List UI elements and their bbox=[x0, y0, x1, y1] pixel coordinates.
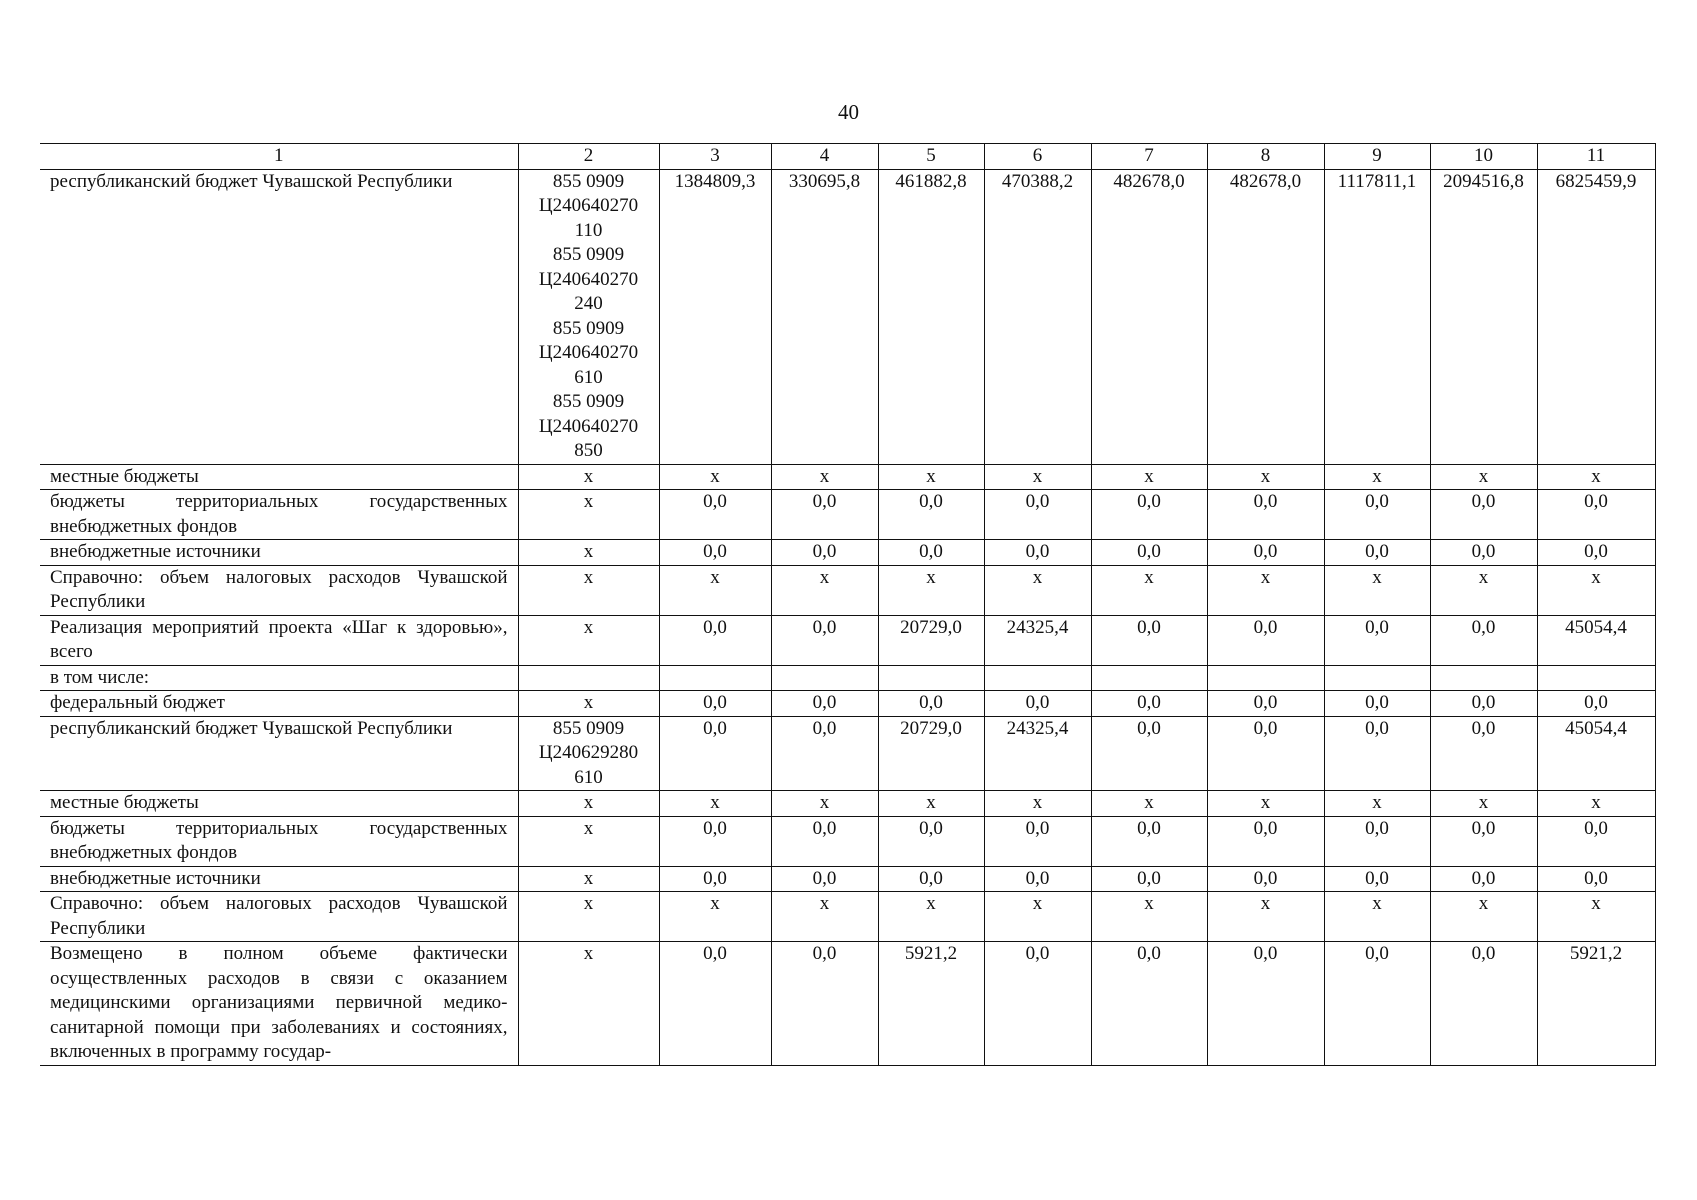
value-cell: 0,0 bbox=[659, 615, 771, 665]
value-cell: 0,0 bbox=[1207, 716, 1324, 791]
value-cell: х bbox=[1537, 565, 1655, 615]
value-cell bbox=[1324, 665, 1430, 691]
budget-code: 610 bbox=[574, 766, 603, 788]
value-cell: 0,0 bbox=[1430, 716, 1537, 791]
value-cell: 0,0 bbox=[1207, 615, 1324, 665]
value-cell: 5921,2 bbox=[878, 942, 984, 1066]
row-label: местные бюджеты bbox=[40, 791, 518, 817]
value-cell: 0,0 bbox=[659, 866, 771, 892]
value-cell: 0,0 bbox=[1207, 942, 1324, 1066]
budget-code-cell bbox=[518, 169, 659, 464]
value-cell: 0,0 bbox=[771, 615, 878, 665]
budget-code: 855 0909 bbox=[552, 244, 625, 265]
row-label: бюджеты территориальных государственных внебюджетных фондов bbox=[40, 816, 518, 866]
budget-code-cell bbox=[518, 691, 659, 717]
row-label: республиканский бюджет Чувашской Республики bbox=[40, 169, 518, 464]
value-cell: 45054,4 bbox=[1537, 615, 1655, 665]
value-cell: 0,0 bbox=[659, 691, 771, 717]
value-cell: 0,0 bbox=[1430, 615, 1537, 665]
value-cell: 0,0 bbox=[1537, 691, 1655, 717]
budget-code: х bbox=[583, 616, 594, 638]
budget-code-cell bbox=[518, 892, 659, 942]
value-cell: х bbox=[659, 892, 771, 942]
value-cell bbox=[659, 665, 771, 691]
value-cell: х bbox=[1091, 892, 1207, 942]
value-cell: 0,0 bbox=[984, 691, 1091, 717]
value-cell: 0,0 bbox=[771, 540, 878, 566]
value-cell: 0,0 bbox=[1324, 716, 1430, 791]
budget-code: х bbox=[583, 893, 594, 914]
row-label: местные бюджеты bbox=[40, 464, 518, 490]
budget-code: х bbox=[583, 817, 594, 839]
value-cell: 0,0 bbox=[1430, 866, 1537, 892]
value-cell: х bbox=[1537, 892, 1655, 942]
value-cell: х bbox=[984, 565, 1091, 615]
value-cell: 0,0 bbox=[1207, 816, 1324, 866]
value-cell: 0,0 bbox=[1091, 816, 1207, 866]
row-label: Справочно: объем налоговых расходов Чувашской Республики bbox=[40, 565, 518, 615]
value-cell: 0,0 bbox=[1430, 490, 1537, 540]
table-row bbox=[40, 565, 1655, 615]
value-cell: х bbox=[771, 892, 878, 942]
value-cell: х bbox=[771, 464, 878, 490]
value-cell: 0,0 bbox=[1091, 716, 1207, 791]
value-cell: 0,0 bbox=[1537, 540, 1655, 566]
budget-code-cell bbox=[518, 716, 659, 791]
value-cell bbox=[984, 665, 1091, 691]
value-cell: х bbox=[771, 565, 878, 615]
budget-code: х bbox=[583, 792, 594, 813]
value-cell: 0,0 bbox=[771, 691, 878, 717]
column-number: 1 bbox=[40, 144, 518, 170]
value-cell: х bbox=[1430, 565, 1537, 615]
budget-code-cell bbox=[518, 464, 659, 490]
budget-code: х bbox=[583, 692, 594, 713]
value-cell: 0,0 bbox=[1207, 866, 1324, 892]
row-label: Реализация мероприятий проекта «Шаг к здоровью», всего bbox=[40, 615, 518, 665]
value-cell: х bbox=[878, 464, 984, 490]
budget-code: х bbox=[583, 867, 594, 889]
value-cell: 0,0 bbox=[984, 942, 1091, 1066]
column-number: 6 bbox=[984, 144, 1091, 170]
table-row bbox=[40, 540, 1655, 566]
page-number: 40 bbox=[838, 100, 859, 124]
budget-code: 110 bbox=[574, 219, 603, 241]
value-cell: 0,0 bbox=[984, 866, 1091, 892]
value-cell: 0,0 bbox=[984, 540, 1091, 566]
budget-code: 855 0909 bbox=[552, 170, 625, 192]
value-cell: х bbox=[1091, 464, 1207, 490]
value-cell: х bbox=[878, 892, 984, 942]
value-cell: х bbox=[878, 791, 984, 817]
value-cell: х bbox=[1324, 464, 1430, 490]
value-cell bbox=[878, 665, 984, 691]
column-number: 10 bbox=[1430, 144, 1537, 170]
value-cell: х bbox=[659, 791, 771, 817]
value-cell: 0,0 bbox=[1324, 691, 1430, 717]
value-cell: 0,0 bbox=[1430, 816, 1537, 866]
budget-code: Ц240640270 bbox=[538, 415, 639, 437]
value-cell bbox=[771, 665, 878, 691]
value-cell: х bbox=[1207, 565, 1324, 615]
row-label: Возмещено в полном объеме фактически осуществленных расходов в связи с оказанием медицинскими организациями первичной медико-санитарной помощи при заболеваниях и состояниях, включенных в программу государ- bbox=[40, 942, 518, 1066]
value-cell: 0,0 bbox=[1091, 691, 1207, 717]
value-cell: 0,0 bbox=[1537, 816, 1655, 866]
budget-code-cell bbox=[518, 615, 659, 665]
value-cell: х bbox=[1324, 565, 1430, 615]
value-cell: 0,0 bbox=[1091, 540, 1207, 566]
column-number: 8 bbox=[1207, 144, 1324, 170]
value-cell: 1384809,3 bbox=[659, 169, 771, 464]
budget-table bbox=[40, 143, 1656, 1066]
value-cell: 0,0 bbox=[1091, 942, 1207, 1066]
value-cell: 0,0 bbox=[1324, 942, 1430, 1066]
budget-code-cell bbox=[518, 490, 659, 540]
budget-code: 855 0909 bbox=[552, 317, 625, 339]
value-cell: 0,0 bbox=[771, 816, 878, 866]
value-cell: 0,0 bbox=[1430, 691, 1537, 717]
table-row bbox=[40, 490, 1655, 540]
value-cell: х bbox=[659, 565, 771, 615]
value-cell: 20729,0 bbox=[878, 615, 984, 665]
budget-code: Ц240640270 bbox=[538, 342, 639, 363]
value-cell: 0,0 bbox=[659, 816, 771, 866]
budget-code-cell bbox=[518, 665, 659, 691]
row-label: республиканский бюджет Чувашской Республики bbox=[40, 716, 518, 791]
value-cell: 24325,4 bbox=[984, 716, 1091, 791]
column-number: 3 bbox=[659, 144, 771, 170]
table-row bbox=[40, 892, 1655, 942]
value-cell: 0,0 bbox=[1091, 490, 1207, 540]
budget-code-cell bbox=[518, 866, 659, 892]
value-cell: х bbox=[1207, 791, 1324, 817]
value-cell: 0,0 bbox=[1324, 540, 1430, 566]
value-cell: 0,0 bbox=[1537, 866, 1655, 892]
budget-code: 855 0909 bbox=[552, 391, 625, 412]
column-number: 5 bbox=[878, 144, 984, 170]
column-number: 7 bbox=[1091, 144, 1207, 170]
budget-code: 240 bbox=[574, 293, 603, 314]
value-cell: х bbox=[1430, 464, 1537, 490]
budget-code-cell bbox=[518, 540, 659, 566]
value-cell: 0,0 bbox=[1207, 540, 1324, 566]
value-cell: 482678,0 bbox=[1091, 169, 1207, 464]
budget-code: х bbox=[583, 566, 594, 588]
value-cell: х bbox=[1430, 791, 1537, 817]
value-cell: 0,0 bbox=[1324, 490, 1430, 540]
budget-code: 855 0909 bbox=[552, 717, 625, 739]
value-cell: х bbox=[1430, 892, 1537, 942]
value-cell: 0,0 bbox=[878, 540, 984, 566]
value-cell: 0,0 bbox=[659, 490, 771, 540]
value-cell: 0,0 bbox=[1324, 816, 1430, 866]
value-cell: 0,0 bbox=[1324, 615, 1430, 665]
value-cell: 5921,2 bbox=[1537, 942, 1655, 1066]
value-cell: 0,0 bbox=[1207, 490, 1324, 540]
value-cell: х bbox=[1207, 464, 1324, 490]
value-cell: 0,0 bbox=[878, 866, 984, 892]
table-body bbox=[40, 144, 1655, 1066]
value-cell: х bbox=[771, 791, 878, 817]
value-cell: х bbox=[984, 791, 1091, 817]
value-cell: х bbox=[1324, 892, 1430, 942]
column-number: 2 bbox=[518, 144, 659, 170]
value-cell: х bbox=[1537, 464, 1655, 490]
budget-code-cell bbox=[518, 791, 659, 817]
value-cell: 0,0 bbox=[771, 490, 878, 540]
budget-code: х bbox=[583, 943, 594, 964]
value-cell bbox=[1537, 665, 1655, 691]
table-row bbox=[40, 816, 1655, 866]
value-cell: 0,0 bbox=[659, 716, 771, 791]
value-cell: 0,0 bbox=[984, 816, 1091, 866]
row-label: в том числе: bbox=[40, 665, 518, 691]
budget-code: 850 bbox=[574, 440, 603, 461]
table-row bbox=[40, 169, 1655, 464]
value-cell: 0,0 bbox=[1430, 942, 1537, 1066]
value-cell: 2094516,8 bbox=[1430, 169, 1537, 464]
budget-code: Ц240640270 bbox=[538, 195, 639, 216]
row-label: бюджеты территориальных государственных внебюджетных фондов bbox=[40, 490, 518, 540]
value-cell: 24325,4 bbox=[984, 615, 1091, 665]
budget-code: Ц240629280 bbox=[538, 742, 639, 763]
row-label: федеральный бюджет bbox=[40, 691, 518, 717]
table-row bbox=[40, 866, 1655, 892]
value-cell: 482678,0 bbox=[1207, 169, 1324, 464]
value-cell: 0,0 bbox=[659, 540, 771, 566]
budget-code-cell bbox=[518, 942, 659, 1066]
value-cell: х bbox=[1324, 791, 1430, 817]
value-cell: х bbox=[1537, 791, 1655, 817]
budget-code: х bbox=[583, 465, 594, 487]
value-cell: 0,0 bbox=[1207, 691, 1324, 717]
budget-code-cell bbox=[518, 816, 659, 866]
table-row bbox=[40, 942, 1655, 1066]
table-row bbox=[40, 791, 1655, 817]
value-cell: 0,0 bbox=[1091, 866, 1207, 892]
row-label: внебюджетные источники bbox=[40, 866, 518, 892]
value-cell: х bbox=[1207, 892, 1324, 942]
value-cell: х bbox=[878, 565, 984, 615]
budget-code-cell bbox=[518, 565, 659, 615]
budget-code: Ц240640270 bbox=[538, 268, 639, 290]
table-row bbox=[40, 716, 1655, 791]
column-number: 9 bbox=[1324, 144, 1430, 170]
value-cell: 470388,2 bbox=[984, 169, 1091, 464]
value-cell: 0,0 bbox=[984, 490, 1091, 540]
value-cell: 0,0 bbox=[771, 942, 878, 1066]
value-cell: 0,0 bbox=[1091, 615, 1207, 665]
value-cell: 0,0 bbox=[878, 490, 984, 540]
value-cell: 0,0 bbox=[878, 816, 984, 866]
value-cell: 6825459,9 bbox=[1537, 169, 1655, 464]
value-cell: 330695,8 bbox=[771, 169, 878, 464]
table-row bbox=[40, 691, 1655, 717]
value-cell bbox=[1207, 665, 1324, 691]
column-number-row bbox=[40, 144, 1655, 170]
value-cell: 0,0 bbox=[659, 942, 771, 1066]
value-cell: 1117811,1 bbox=[1324, 169, 1430, 464]
value-cell: 45054,4 bbox=[1537, 716, 1655, 791]
value-cell: х bbox=[1091, 791, 1207, 817]
column-number: 4 bbox=[771, 144, 878, 170]
value-cell: 0,0 bbox=[878, 691, 984, 717]
row-label: внебюджетные источники bbox=[40, 540, 518, 566]
value-cell: 0,0 bbox=[1430, 540, 1537, 566]
value-cell: 461882,8 bbox=[878, 169, 984, 464]
row-label: Справочно: объем налоговых расходов Чувашской Республики bbox=[40, 892, 518, 942]
table-row bbox=[40, 665, 1655, 691]
table-row bbox=[40, 615, 1655, 665]
value-cell bbox=[1091, 665, 1207, 691]
value-cell: 0,0 bbox=[771, 716, 878, 791]
value-cell: 0,0 bbox=[771, 866, 878, 892]
budget-code: х bbox=[583, 541, 594, 562]
value-cell bbox=[1430, 665, 1537, 691]
value-cell: х bbox=[984, 892, 1091, 942]
table-row bbox=[40, 464, 1655, 490]
value-cell: 0,0 bbox=[1324, 866, 1430, 892]
value-cell: х bbox=[659, 464, 771, 490]
budget-code: х bbox=[583, 491, 594, 512]
value-cell: 0,0 bbox=[1537, 490, 1655, 540]
value-cell: х bbox=[1091, 565, 1207, 615]
value-cell: 20729,0 bbox=[878, 716, 984, 791]
budget-code: 610 bbox=[574, 366, 603, 388]
column-number: 11 bbox=[1537, 144, 1655, 170]
value-cell: х bbox=[984, 464, 1091, 490]
